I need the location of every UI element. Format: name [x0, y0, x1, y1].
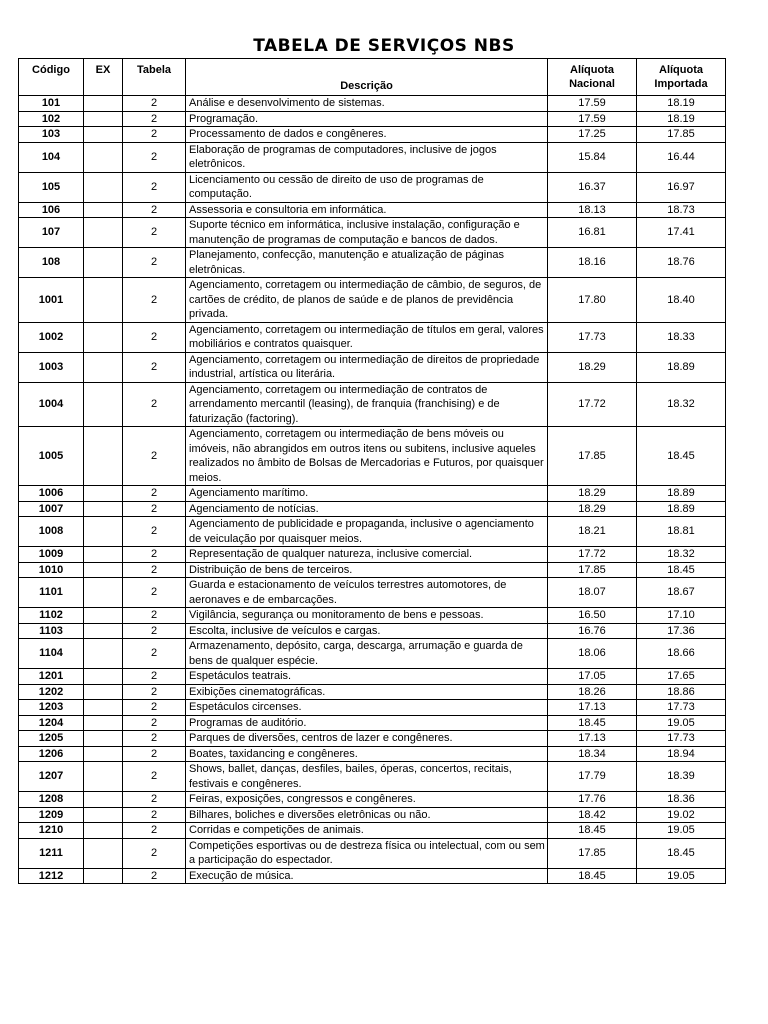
cell-codigo: 1103	[19, 623, 84, 639]
header-codigo: Código	[19, 59, 84, 96]
table-row	[19, 608, 726, 624]
cell-tabela: 2	[123, 486, 186, 502]
cell-aliquota-importada: 18.32	[637, 547, 726, 563]
cell-descricao: Corridas e competições de animais.	[186, 823, 548, 839]
table-row	[19, 127, 726, 143]
cell-aliquota-importada: 17.85	[637, 127, 726, 143]
cell-ex	[84, 868, 123, 884]
cell-descricao: Suporte técnico em informática, inclusive instalação, configuração e manutenção de programas de computação e bancos de dados.	[186, 218, 548, 248]
cell-descricao: Armazenamento, depósito, carga, descarga, arrumação e guarda de bens de qualquer espécie.	[186, 639, 548, 669]
cell-aliquota-nacional: 18.16	[548, 248, 637, 278]
cell-descricao: Competições esportivas ou de destreza física ou intelectual, com ou sem a participação do espectador.	[186, 838, 548, 868]
cell-aliquota-importada: 17.65	[637, 669, 726, 685]
cell-descricao: Agenciamento, corretagem ou intermediação de direitos de propriedade industrial, artística ou literária.	[186, 352, 548, 382]
cell-ex	[84, 501, 123, 517]
cell-aliquota-importada: 17.10	[637, 608, 726, 624]
cell-aliquota-importada: 18.89	[637, 486, 726, 502]
cell-aliquota-nacional: 16.37	[548, 172, 637, 202]
cell-aliquota-nacional: 17.05	[548, 669, 637, 685]
cell-ex	[84, 715, 123, 731]
cell-ex	[84, 142, 123, 172]
table-row	[19, 427, 726, 486]
services-table	[18, 58, 726, 884]
cell-aliquota-nacional: 18.29	[548, 501, 637, 517]
cell-tabela: 2	[123, 111, 186, 127]
cell-aliquota-nacional: 17.79	[548, 762, 637, 792]
cell-aliquota-importada: 16.97	[637, 172, 726, 202]
cell-aliquota-importada: 19.05	[637, 715, 726, 731]
table-row	[19, 202, 726, 218]
cell-aliquota-importada: 18.73	[637, 202, 726, 218]
cell-aliquota-nacional: 18.42	[548, 807, 637, 823]
cell-ex	[84, 248, 123, 278]
table-row	[19, 111, 726, 127]
cell-codigo: 1006	[19, 486, 84, 502]
cell-codigo: 1008	[19, 517, 84, 547]
cell-ex	[84, 731, 123, 747]
cell-aliquota-importada: 18.32	[637, 382, 726, 427]
cell-descricao: Agenciamento, corretagem ou intermediação de contratos de arrendamento mercantil (leasing), de franquia (franchising) e de faturização (factoring).	[186, 382, 548, 427]
cell-aliquota-nacional: 17.76	[548, 792, 637, 808]
cell-aliquota-nacional: 18.45	[548, 823, 637, 839]
table-row	[19, 562, 726, 578]
cell-codigo: 1005	[19, 427, 84, 486]
cell-aliquota-importada: 18.36	[637, 792, 726, 808]
cell-aliquota-importada: 18.39	[637, 762, 726, 792]
cell-aliquota-nacional: 17.13	[548, 700, 637, 716]
cell-tabela: 2	[123, 823, 186, 839]
cell-codigo: 106	[19, 202, 84, 218]
cell-codigo: 101	[19, 96, 84, 112]
cell-codigo: 1203	[19, 700, 84, 716]
cell-codigo: 108	[19, 248, 84, 278]
cell-ex	[84, 838, 123, 868]
cell-codigo: 1003	[19, 352, 84, 382]
cell-codigo: 1002	[19, 322, 84, 352]
cell-tabela: 2	[123, 382, 186, 427]
cell-tabela: 2	[123, 838, 186, 868]
cell-codigo: 1209	[19, 807, 84, 823]
cell-ex	[84, 700, 123, 716]
cell-codigo: 1001	[19, 278, 84, 323]
cell-descricao: Bilhares, boliches e diversões eletrônicas ou não.	[186, 807, 548, 823]
cell-descricao: Programação.	[186, 111, 548, 127]
table-row	[19, 684, 726, 700]
cell-aliquota-nacional: 17.80	[548, 278, 637, 323]
cell-ex	[84, 202, 123, 218]
cell-codigo: 1206	[19, 746, 84, 762]
cell-aliquota-importada: 17.41	[637, 218, 726, 248]
cell-ex	[84, 382, 123, 427]
cell-aliquota-importada: 18.19	[637, 96, 726, 112]
cell-descricao: Elaboração de programas de computadores, inclusive de jogos eletrônicos.	[186, 142, 548, 172]
cell-codigo: 107	[19, 218, 84, 248]
cell-tabela: 2	[123, 684, 186, 700]
cell-tabela: 2	[123, 608, 186, 624]
cell-tabela: 2	[123, 762, 186, 792]
cell-aliquota-importada: 18.45	[637, 562, 726, 578]
cell-codigo: 1204	[19, 715, 84, 731]
cell-descricao: Representação de qualquer natureza, inclusive comercial.	[186, 547, 548, 563]
table-row	[19, 868, 726, 884]
header-descricao: Descrição	[186, 59, 548, 96]
table-row	[19, 700, 726, 716]
cell-aliquota-nacional: 17.25	[548, 127, 637, 143]
cell-aliquota-nacional: 17.59	[548, 96, 637, 112]
cell-ex	[84, 823, 123, 839]
cell-aliquota-importada: 16.44	[637, 142, 726, 172]
table-row	[19, 96, 726, 112]
cell-descricao: Execução de música.	[186, 868, 548, 884]
cell-aliquota-nacional: 18.07	[548, 578, 637, 608]
cell-ex	[84, 639, 123, 669]
cell-aliquota-importada: 18.86	[637, 684, 726, 700]
cell-aliquota-importada: 18.76	[637, 248, 726, 278]
cell-aliquota-nacional: 18.29	[548, 486, 637, 502]
cell-codigo: 1208	[19, 792, 84, 808]
cell-tabela: 2	[123, 352, 186, 382]
table-row	[19, 669, 726, 685]
cell-aliquota-nacional: 16.81	[548, 218, 637, 248]
cell-aliquota-nacional: 18.34	[548, 746, 637, 762]
cell-descricao: Vigilância, segurança ou monitoramento de bens e pessoas.	[186, 608, 548, 624]
cell-codigo: 1205	[19, 731, 84, 747]
cell-descricao: Boates, taxidancing e congêneres.	[186, 746, 548, 762]
cell-descricao: Agenciamento de publicidade e propaganda, inclusive o agenciamento de veiculação por quaisquer meios.	[186, 517, 548, 547]
table-row	[19, 823, 726, 839]
cell-descricao: Licenciamento ou cessão de direito de uso de programas de computação.	[186, 172, 548, 202]
cell-tabela: 2	[123, 807, 186, 823]
cell-codigo: 1104	[19, 639, 84, 669]
page-title: TABELA DE SERVIÇOS NBS	[253, 36, 515, 56]
cell-aliquota-importada: 18.40	[637, 278, 726, 323]
cell-aliquota-importada: 17.73	[637, 700, 726, 716]
cell-codigo: 1212	[19, 868, 84, 884]
cell-ex	[84, 352, 123, 382]
cell-aliquota-nacional: 17.72	[548, 547, 637, 563]
cell-aliquota-importada: 18.89	[637, 352, 726, 382]
cell-descricao: Shows, ballet, danças, desfiles, bailes, óperas, concertos, recitais, festivais e congêneres.	[186, 762, 548, 792]
cell-codigo: 1007	[19, 501, 84, 517]
cell-tabela: 2	[123, 517, 186, 547]
table-row	[19, 278, 726, 323]
cell-codigo: 1211	[19, 838, 84, 868]
cell-codigo: 105	[19, 172, 84, 202]
cell-ex	[84, 172, 123, 202]
cell-descricao: Espetáculos circenses.	[186, 700, 548, 716]
cell-tabela: 2	[123, 202, 186, 218]
table-row	[19, 578, 726, 608]
cell-aliquota-importada: 17.36	[637, 623, 726, 639]
cell-tabela: 2	[123, 501, 186, 517]
table-row	[19, 715, 726, 731]
cell-aliquota-importada: 19.02	[637, 807, 726, 823]
cell-tabela: 2	[123, 547, 186, 563]
cell-codigo: 1202	[19, 684, 84, 700]
table-body	[19, 96, 726, 884]
cell-descricao: Espetáculos teatrais.	[186, 669, 548, 685]
cell-ex	[84, 322, 123, 352]
table-row	[19, 746, 726, 762]
table-row	[19, 142, 726, 172]
cell-descricao: Agenciamento, corretagem ou intermediação de câmbio, de seguros, de cartões de crédito, de planos de saúde e de planos de previdência privada.	[186, 278, 548, 323]
cell-aliquota-importada: 18.89	[637, 501, 726, 517]
table-row	[19, 639, 726, 669]
table-row	[19, 762, 726, 792]
cell-tabela: 2	[123, 96, 186, 112]
cell-tabela: 2	[123, 792, 186, 808]
cell-descricao: Agenciamento, corretagem ou intermediação de bens móveis ou imóveis, não abrangidos em outros itens ou subitens, inclusive aqueles realizados no âmbito de Bolsas de Mercadorias e Futuros, por quaisquer meios.	[186, 427, 548, 486]
table-row	[19, 322, 726, 352]
cell-aliquota-importada: 18.19	[637, 111, 726, 127]
cell-ex	[84, 218, 123, 248]
cell-tabela: 2	[123, 700, 186, 716]
cell-descricao: Guarda e estacionamento de veículos terrestres automotores, de aeronaves e de embarcações.	[186, 578, 548, 608]
cell-aliquota-nacional: 17.85	[548, 838, 637, 868]
cell-tabela: 2	[123, 218, 186, 248]
cell-descricao: Planejamento, confecção, manutenção e atualização de páginas eletrônicas.	[186, 248, 548, 278]
cell-ex	[84, 486, 123, 502]
cell-ex	[84, 807, 123, 823]
cell-tabela: 2	[123, 562, 186, 578]
table-row	[19, 382, 726, 427]
table-row	[19, 172, 726, 202]
cell-tabela: 2	[123, 142, 186, 172]
cell-tabela: 2	[123, 746, 186, 762]
cell-descricao: Distribuição de bens de terceiros.	[186, 562, 548, 578]
cell-descricao: Programas de auditório.	[186, 715, 548, 731]
cell-aliquota-nacional: 16.76	[548, 623, 637, 639]
table-row	[19, 352, 726, 382]
cell-ex	[84, 623, 123, 639]
header-tabela: Tabela	[123, 59, 186, 96]
cell-ex	[84, 608, 123, 624]
table-row	[19, 623, 726, 639]
cell-descricao: Agenciamento, corretagem ou intermediação de títulos em geral, valores mobiliários e contratos quaisquer.	[186, 322, 548, 352]
cell-aliquota-nacional: 17.85	[548, 562, 637, 578]
cell-tabela: 2	[123, 868, 186, 884]
cell-tabela: 2	[123, 731, 186, 747]
cell-aliquota-nacional: 17.73	[548, 322, 637, 352]
cell-aliquota-nacional: 17.59	[548, 111, 637, 127]
cell-codigo: 103	[19, 127, 84, 143]
cell-codigo: 1004	[19, 382, 84, 427]
cell-descricao: Parques de diversões, centros de lazer e congêneres.	[186, 731, 548, 747]
table-row	[19, 547, 726, 563]
cell-aliquota-importada: 18.81	[637, 517, 726, 547]
cell-codigo: 1009	[19, 547, 84, 563]
cell-aliquota-nacional: 18.26	[548, 684, 637, 700]
cell-descricao: Análise e desenvolvimento de sistemas.	[186, 96, 548, 112]
table-header-row	[19, 59, 726, 96]
header-aliquota-nacional: Alíquota Nacional	[548, 59, 637, 96]
cell-ex	[84, 547, 123, 563]
cell-ex	[84, 669, 123, 685]
cell-aliquota-importada: 18.66	[637, 639, 726, 669]
cell-codigo: 1102	[19, 608, 84, 624]
cell-aliquota-importada: 17.73	[637, 731, 726, 747]
cell-aliquota-importada: 19.05	[637, 868, 726, 884]
cell-tabela: 2	[123, 248, 186, 278]
cell-codigo: 1010	[19, 562, 84, 578]
cell-aliquota-importada: 18.45	[637, 427, 726, 486]
table-row	[19, 248, 726, 278]
table-row	[19, 218, 726, 248]
cell-tabela: 2	[123, 623, 186, 639]
cell-aliquota-nacional: 17.85	[548, 427, 637, 486]
header-aliquota-importada: Alíquota Importada	[637, 59, 726, 96]
cell-aliquota-importada: 18.67	[637, 578, 726, 608]
cell-tabela: 2	[123, 127, 186, 143]
table-row	[19, 838, 726, 868]
cell-aliquota-nacional: 17.13	[548, 731, 637, 747]
cell-aliquota-nacional: 18.13	[548, 202, 637, 218]
cell-aliquota-nacional: 18.29	[548, 352, 637, 382]
cell-codigo: 104	[19, 142, 84, 172]
cell-descricao: Escolta, inclusive de veículos e cargas.	[186, 623, 548, 639]
cell-tabela: 2	[123, 278, 186, 323]
cell-tabela: 2	[123, 578, 186, 608]
cell-descricao: Agenciamento marítimo.	[186, 486, 548, 502]
cell-aliquota-nacional: 18.06	[548, 639, 637, 669]
cell-codigo: 1210	[19, 823, 84, 839]
cell-tabela: 2	[123, 322, 186, 352]
cell-ex	[84, 96, 123, 112]
table-row	[19, 731, 726, 747]
cell-ex	[84, 111, 123, 127]
cell-aliquota-nacional: 18.21	[548, 517, 637, 547]
cell-descricao: Assessoria e consultoria em informática.	[186, 202, 548, 218]
cell-descricao: Agenciamento de notícias.	[186, 501, 548, 517]
cell-ex	[84, 746, 123, 762]
cell-ex	[84, 762, 123, 792]
cell-aliquota-importada: 19.05	[637, 823, 726, 839]
cell-ex	[84, 127, 123, 143]
cell-aliquota-nacional: 15.84	[548, 142, 637, 172]
cell-ex	[84, 792, 123, 808]
table-row	[19, 517, 726, 547]
cell-tabela: 2	[123, 715, 186, 731]
cell-aliquota-nacional: 17.72	[548, 382, 637, 427]
cell-ex	[84, 684, 123, 700]
cell-tabela: 2	[123, 427, 186, 486]
cell-tabela: 2	[123, 669, 186, 685]
cell-tabela: 2	[123, 639, 186, 669]
cell-ex	[84, 278, 123, 323]
cell-tabela: 2	[123, 172, 186, 202]
cell-ex	[84, 427, 123, 486]
cell-ex	[84, 517, 123, 547]
table-row	[19, 792, 726, 808]
cell-aliquota-nacional: 16.50	[548, 608, 637, 624]
table-row	[19, 807, 726, 823]
cell-ex	[84, 578, 123, 608]
cell-aliquota-nacional: 18.45	[548, 715, 637, 731]
cell-codigo: 1207	[19, 762, 84, 792]
cell-codigo: 102	[19, 111, 84, 127]
cell-codigo: 1201	[19, 669, 84, 685]
cell-aliquota-importada: 18.94	[637, 746, 726, 762]
cell-descricao: Exibições cinematográficas.	[186, 684, 548, 700]
header-ex: EX	[84, 59, 123, 96]
cell-descricao: Processamento de dados e congêneres.	[186, 127, 548, 143]
cell-ex	[84, 562, 123, 578]
cell-aliquota-importada: 18.45	[637, 838, 726, 868]
table-row	[19, 486, 726, 502]
cell-aliquota-nacional: 18.45	[548, 868, 637, 884]
cell-aliquota-importada: 18.33	[637, 322, 726, 352]
cell-descricao: Feiras, exposições, congressos e congêneres.	[186, 792, 548, 808]
table-row	[19, 501, 726, 517]
cell-codigo: 1101	[19, 578, 84, 608]
